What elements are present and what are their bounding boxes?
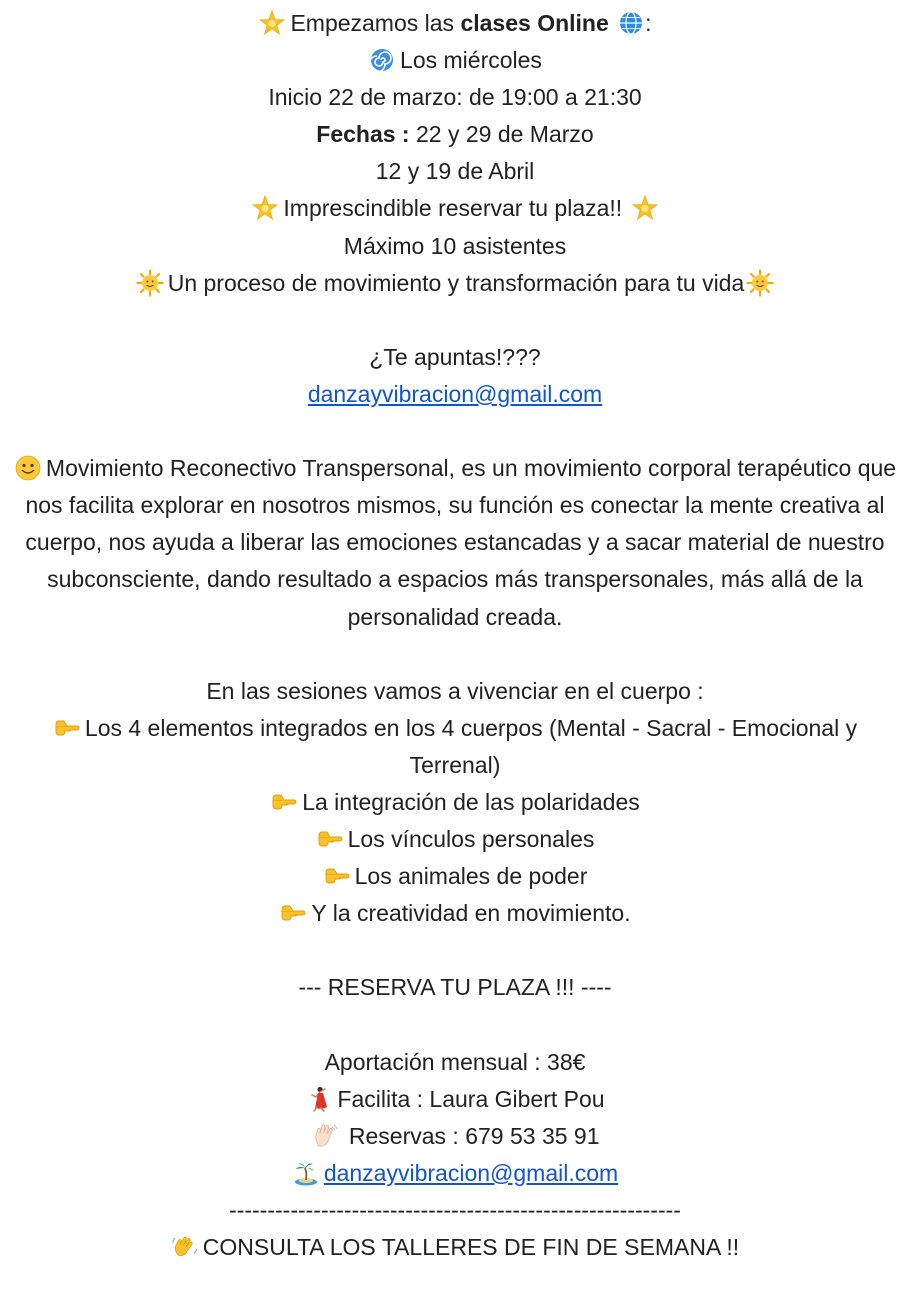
divider: ----------------------------------------------------------- — [229, 1197, 681, 1223]
price-line: Aportación mensual : 38€ — [324, 1048, 586, 1075]
slightly-smiling-face-icon — [14, 454, 42, 482]
pointing-right-icon — [323, 862, 351, 890]
description-paragraph: Movimiento Reconectivo Transpersonal, es un movimiento corporal terapéutico que nos facilita explorar en nosotros mismos, su función es conectar la mente creativa al cuerpo, nos ayuda a liberar las emociones estancadas y a sacar material de nuestro subconsciente, dando resultado a espacios más transpersonales, más allá de la personalidad creada. — [0, 450, 910, 635]
sun-with-face-icon — [136, 269, 164, 297]
glowing-star-icon — [251, 194, 279, 222]
sun-with-face-icon — [746, 269, 774, 297]
spacer — [0, 413, 910, 450]
signup-question: ¿Te apuntas!??? — [369, 343, 541, 370]
session-item: Los animales de poder — [0, 858, 910, 895]
intro-line-3: Inicio 22 de marzo: de 19:00 a 21:30 — [268, 84, 642, 111]
sessions-heading: En las sesiones vamos a vivenciar en el cuerpo : — [206, 677, 704, 704]
signup-email-line — [0, 376, 910, 413]
glowing-star-icon — [631, 194, 659, 222]
intro-line-1: Empezamos las clases Online : — [0, 5, 910, 42]
glowing-star-icon — [258, 9, 286, 37]
intro-line-5: 12 y 19 de Abril — [375, 158, 535, 185]
globe-icon — [617, 9, 645, 37]
intro-line-8: Un proceso de movimiento y transformación para tu vida — [0, 265, 910, 302]
spacer — [0, 302, 910, 339]
spacer — [0, 1007, 910, 1044]
pointing-right-icon — [270, 788, 298, 816]
spacer — [0, 932, 910, 969]
session-item: Los 4 elementos integrados en los 4 cuerpos (Mental - Sacral - Emocional y Terrenal) — [0, 710, 910, 784]
session-item: La integración de las polaridades — [0, 784, 910, 821]
desert-island-icon — [292, 1159, 320, 1187]
intro-line-4: Fechas : 22 y 29 de Marzo — [316, 121, 594, 148]
waving-hand-icon — [171, 1233, 199, 1261]
intro-line-6: Imprescindible reservar tu plaza!! — [0, 190, 910, 227]
phone-line: Reservas : 679 53 35 91 — [0, 1118, 910, 1155]
intro-line-7: Máximo 10 asistentes — [343, 232, 567, 259]
pointing-right-icon — [279, 899, 307, 927]
contact-email-line — [0, 1155, 910, 1192]
pointing-right-icon — [316, 825, 344, 853]
spacer — [0, 636, 910, 673]
intro-line-2: Los miércoles — [0, 42, 910, 79]
session-item: Los vínculos personales — [0, 821, 910, 858]
email-link[interactable]: danzayvibracion@gmail.com — [307, 380, 603, 407]
facilitator-line: Facilita : Laura Gibert Pou — [0, 1081, 910, 1118]
raised-back-of-hand-icon — [311, 1122, 339, 1150]
dancer-icon — [305, 1085, 333, 1113]
email-link[interactable]: danzayvibracion@gmail.com — [323, 1159, 619, 1186]
reserve-heading: --- RESERVA TU PLAZA !!! ---- — [298, 974, 612, 1001]
footer-cta: CONSULTA LOS TALLERES DE FIN DE SEMANA !! — [0, 1229, 910, 1266]
session-item: Y la creatividad en movimiento. — [0, 895, 910, 932]
cyclone-icon — [368, 46, 396, 74]
pointing-right-icon — [53, 714, 81, 742]
